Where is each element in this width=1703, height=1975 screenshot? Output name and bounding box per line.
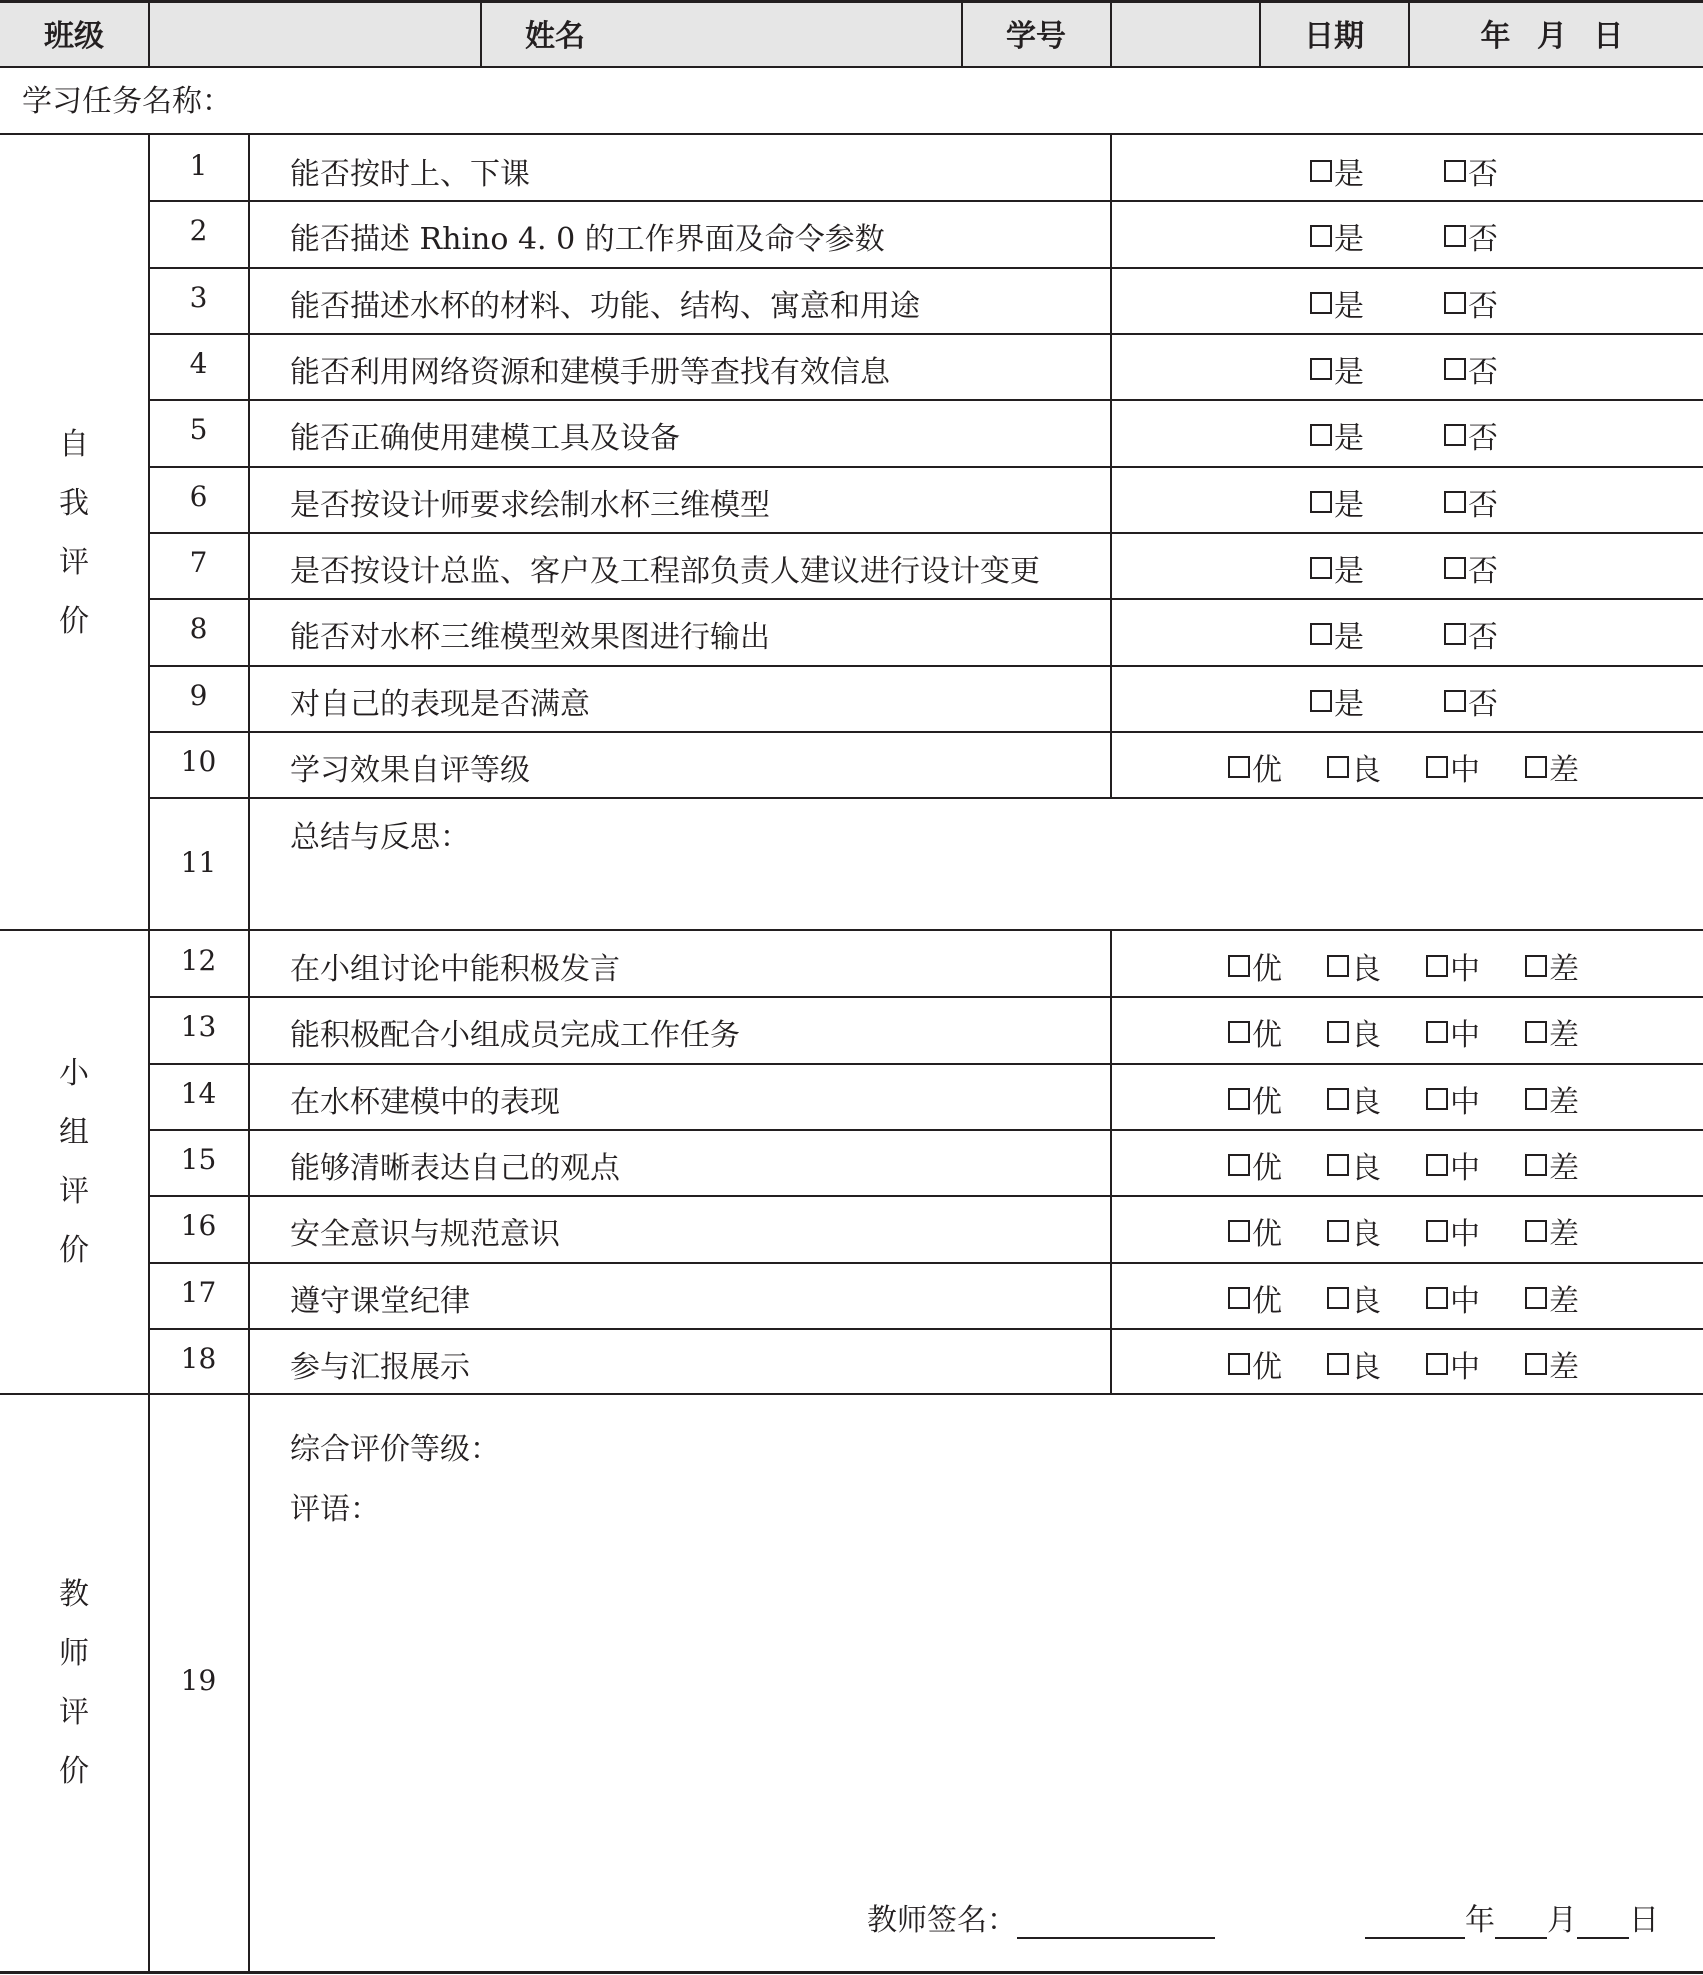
item-text: 能否利用网络资源和建模手册等查找有效信息 <box>290 355 890 390</box>
date-value: 年 月 日 <box>1480 19 1632 54</box>
grade-excellent-option[interactable] <box>1228 1276 1282 1320</box>
grade-good-option[interactable] <box>1327 944 1381 988</box>
checkbox-icon[interactable] <box>1426 1021 1448 1043</box>
grade-excellent-option[interactable] <box>1228 1010 1282 1054</box>
grade-medium-option-label: 中 <box>1450 753 1480 788</box>
row-number: 15 <box>180 1143 217 1176</box>
checkbox-icon[interactable] <box>1310 690 1332 712</box>
yes-option[interactable] <box>1310 347 1364 391</box>
checkbox-icon[interactable] <box>1444 424 1466 446</box>
row-number: 11 <box>180 846 217 879</box>
grade-good-option-label: 良 <box>1351 1085 1381 1120</box>
checkbox-icon[interactable] <box>1444 491 1466 513</box>
summary-label: 总结与反思： <box>290 820 470 855</box>
checkbox-icon[interactable] <box>1426 1088 1448 1110</box>
teacher-evaluation-label <box>0 1394 148 1972</box>
student-id-field[interactable] <box>1112 2 1258 65</box>
checkbox-icon[interactable] <box>1228 1154 1250 1176</box>
summary-input[interactable] <box>290 856 1680 922</box>
checkbox-icon[interactable] <box>1444 225 1466 247</box>
grade-medium-option[interactable] <box>1426 1342 1480 1386</box>
horizontal-rule <box>0 66 1703 68</box>
grade-good-option-label: 良 <box>1351 1151 1381 1186</box>
checkbox-icon[interactable] <box>1327 955 1349 977</box>
row-number: 7 <box>189 546 208 579</box>
group-eval-char: 价 <box>59 1233 89 1268</box>
checkbox-icon[interactable] <box>1310 358 1332 380</box>
no-option[interactable] <box>1444 281 1498 325</box>
vertical-rule <box>480 0 482 66</box>
grade-excellent-option[interactable] <box>1228 745 1282 789</box>
student-id-label: 学号 <box>1006 19 1066 54</box>
yes-option[interactable] <box>1310 214 1364 258</box>
row-number: 16 <box>180 1209 217 1242</box>
grade-good-option-label: 良 <box>1351 1018 1381 1053</box>
checkbox-icon[interactable] <box>1310 225 1332 247</box>
day-blank[interactable] <box>1577 1907 1629 1939</box>
row-number: 18 <box>180 1342 217 1375</box>
horizontal-rule <box>0 1393 1703 1395</box>
no-option[interactable] <box>1444 149 1498 193</box>
checkbox-icon[interactable] <box>1444 690 1466 712</box>
grade-medium-option-label: 中 <box>1450 1018 1480 1053</box>
grade-medium-option-label: 中 <box>1450 1217 1480 1252</box>
grade-good-option-label: 良 <box>1351 1284 1381 1319</box>
grade-poor-option[interactable] <box>1525 944 1579 988</box>
vertical-rule <box>248 133 250 1973</box>
checkbox-icon[interactable] <box>1525 1154 1547 1176</box>
grade-good-option[interactable] <box>1327 1209 1381 1253</box>
grade-excellent-option[interactable] <box>1228 944 1282 988</box>
checkbox-icon[interactable] <box>1327 1220 1349 1242</box>
grade-good-option[interactable] <box>1327 1010 1381 1054</box>
grade-excellent-option-label: 优 <box>1252 1085 1282 1120</box>
grade-excellent-option-label: 优 <box>1252 952 1282 987</box>
grade-medium-option-label: 中 <box>1450 952 1480 987</box>
checkbox-icon[interactable] <box>1426 756 1448 778</box>
task-name-label: 学习任务名称： <box>22 84 232 119</box>
grade-good-option[interactable] <box>1327 1342 1381 1386</box>
grade-excellent-option-label: 优 <box>1252 1350 1282 1385</box>
checkbox-icon[interactable] <box>1444 623 1466 645</box>
checkbox-icon[interactable] <box>1426 1220 1448 1242</box>
horizontal-rule <box>149 466 1703 468</box>
grade-poor-option-label: 差 <box>1549 753 1579 788</box>
class-field[interactable] <box>150 2 479 65</box>
item-text: 在水杯建模中的表现 <box>290 1085 560 1120</box>
grade-medium-option[interactable] <box>1426 745 1480 789</box>
grade-excellent-option-label: 优 <box>1252 1217 1282 1252</box>
grade-medium-option-label: 中 <box>1450 1350 1480 1385</box>
checkbox-icon[interactable] <box>1327 1088 1349 1110</box>
grade-medium-option[interactable] <box>1426 1010 1480 1054</box>
checkbox-icon[interactable] <box>1310 491 1332 513</box>
row-number: 3 <box>189 281 208 314</box>
grade-excellent-option-label: 优 <box>1252 1284 1282 1319</box>
row-number: 1 <box>189 149 208 182</box>
yes-option-label: 是 <box>1334 222 1364 257</box>
horizontal-rule <box>149 797 1703 799</box>
row-number: 14 <box>180 1077 217 1110</box>
checkbox-icon[interactable] <box>1228 1088 1250 1110</box>
checkbox-icon[interactable] <box>1525 1021 1547 1043</box>
signature-date <box>1365 1895 1659 1939</box>
vertical-rule <box>1259 0 1261 66</box>
row-number: 10 <box>180 745 217 778</box>
yes-option-label: 是 <box>1334 687 1364 722</box>
grade-poor-option-label: 差 <box>1549 1151 1579 1186</box>
row-number: 13 <box>180 1010 217 1043</box>
yes-option-label: 是 <box>1334 488 1364 523</box>
grade-medium-option[interactable] <box>1426 1209 1480 1253</box>
item-text: 能否对水杯三维模型效果图进行输出 <box>290 620 770 655</box>
item-text: 安全意识与规范意识 <box>290 1217 560 1252</box>
overall-grade-label: 综合评价等级： <box>290 1432 500 1467</box>
grade-medium-option[interactable] <box>1426 1143 1480 1187</box>
horizontal-rule <box>149 399 1703 401</box>
grade-good-option[interactable] <box>1327 1276 1381 1320</box>
checkbox-icon[interactable] <box>1310 557 1332 579</box>
checkbox-icon[interactable] <box>1525 1287 1547 1309</box>
yes-option[interactable] <box>1310 679 1364 723</box>
no-option-label: 否 <box>1468 488 1498 523</box>
row-number: 8 <box>189 612 208 645</box>
row-number: 2 <box>189 214 208 247</box>
row-number: 9 <box>189 679 208 712</box>
item-text: 能否描述 Rhino 4. 0 的工作界面及命令参数 <box>290 222 885 257</box>
teacher-eval-char: 价 <box>59 1754 89 1789</box>
horizontal-rule <box>149 996 1703 998</box>
vertical-rule <box>1110 929 1112 1393</box>
horizontal-rule <box>149 665 1703 667</box>
horizontal-rule <box>149 267 1703 269</box>
checkbox-icon[interactable] <box>1525 1353 1547 1375</box>
yes-option[interactable] <box>1310 480 1364 524</box>
item-text: 参与汇报展示 <box>290 1350 470 1385</box>
grade-excellent-option[interactable] <box>1228 1143 1282 1187</box>
no-option[interactable] <box>1444 612 1498 656</box>
no-option-label: 否 <box>1468 157 1498 192</box>
checkbox-icon[interactable] <box>1228 1220 1250 1242</box>
item-text: 对自己的表现是否满意 <box>290 687 590 722</box>
grade-poor-option-label: 差 <box>1549 1350 1579 1385</box>
grade-poor-option-label: 差 <box>1549 1284 1579 1319</box>
yes-option-label: 是 <box>1334 554 1364 589</box>
horizontal-rule <box>0 133 1703 135</box>
checkbox-icon[interactable] <box>1228 756 1250 778</box>
grade-good-option-label: 良 <box>1351 1350 1381 1385</box>
yes-option[interactable] <box>1310 612 1364 656</box>
grade-poor-option[interactable] <box>1525 1010 1579 1054</box>
comment-input[interactable] <box>290 1530 1680 1880</box>
checkbox-icon[interactable] <box>1444 358 1466 380</box>
checkbox-icon[interactable] <box>1426 955 1448 977</box>
grade-good-option[interactable] <box>1327 1077 1381 1121</box>
item-text: 在小组讨论中能积极发言 <box>290 952 620 987</box>
grade-poor-option[interactable] <box>1525 1342 1579 1386</box>
grade-medium-option[interactable] <box>1426 944 1480 988</box>
row-number: 4 <box>189 347 208 380</box>
yes-option[interactable] <box>1310 149 1364 193</box>
checkbox-icon[interactable] <box>1310 424 1332 446</box>
grade-excellent-option[interactable] <box>1228 1342 1282 1386</box>
yes-option-label: 是 <box>1334 289 1364 324</box>
checkbox-icon[interactable] <box>1327 756 1349 778</box>
checkbox-icon[interactable] <box>1525 1088 1547 1110</box>
grade-excellent-option[interactable] <box>1228 1209 1282 1253</box>
item-text: 能否正确使用建模工具及设备 <box>290 421 680 456</box>
vertical-rule <box>148 133 150 1973</box>
group-eval-char: 评 <box>59 1174 89 1209</box>
vertical-rule <box>961 0 963 66</box>
checkbox-icon[interactable] <box>1327 1154 1349 1176</box>
grade-medium-option[interactable] <box>1426 1276 1480 1320</box>
year-label: 年 <box>1465 1903 1495 1938</box>
grade-good-option-label: 良 <box>1351 1217 1381 1252</box>
grade-poor-option-label: 差 <box>1549 1217 1579 1252</box>
grade-poor-option[interactable] <box>1525 745 1579 789</box>
checkbox-icon[interactable] <box>1525 756 1547 778</box>
no-option[interactable] <box>1444 347 1498 391</box>
row-number: 19 <box>180 1664 217 1697</box>
no-option[interactable] <box>1444 413 1498 457</box>
date-label: 日期 <box>1304 19 1364 54</box>
checkbox-icon[interactable] <box>1426 1287 1448 1309</box>
row-number: 5 <box>189 413 208 446</box>
yes-option-label: 是 <box>1334 620 1364 655</box>
grade-medium-option-label: 中 <box>1450 1085 1480 1120</box>
vertical-rule <box>1110 0 1112 66</box>
checkbox-icon[interactable] <box>1327 1353 1349 1375</box>
horizontal-rule <box>149 1328 1703 1330</box>
no-option[interactable] <box>1444 679 1498 723</box>
no-option-label: 否 <box>1468 554 1498 589</box>
vertical-rule <box>1110 133 1112 797</box>
self-eval-char: 价 <box>59 603 89 639</box>
item-text: 能否按时上、下课 <box>290 157 530 192</box>
vertical-rule <box>1408 0 1410 66</box>
checkbox-icon[interactable] <box>1228 955 1250 977</box>
yes-option-label: 是 <box>1334 157 1364 192</box>
horizontal-rule <box>149 1063 1703 1065</box>
day-label: 日 <box>1629 1903 1659 1938</box>
grade-poor-option-label: 差 <box>1549 952 1579 987</box>
checkbox-icon[interactable] <box>1426 1154 1448 1176</box>
checkbox-icon[interactable] <box>1228 1287 1250 1309</box>
checkbox-icon[interactable] <box>1444 557 1466 579</box>
horizontal-rule <box>149 598 1703 600</box>
year-blank[interactable] <box>1365 1907 1465 1939</box>
grade-poor-option[interactable] <box>1525 1276 1579 1320</box>
vertical-rule <box>148 0 150 66</box>
horizontal-rule <box>149 532 1703 534</box>
no-option-label: 否 <box>1468 421 1498 456</box>
name-label: 姓名 <box>525 19 585 54</box>
row-number: 17 <box>180 1276 217 1309</box>
signature-label: 教师签名： <box>867 1903 1017 1938</box>
grade-excellent-option-label: 优 <box>1252 1018 1282 1053</box>
no-option-label: 否 <box>1468 222 1498 257</box>
signature-line[interactable] <box>1017 1907 1215 1939</box>
teacher-eval-char: 师 <box>59 1636 89 1671</box>
checkbox-icon[interactable] <box>1310 623 1332 645</box>
item-text: 是否按设计总监、客户及工程部负责人建议进行设计变更 <box>290 554 1040 589</box>
yes-option[interactable] <box>1310 546 1364 590</box>
self-evaluation-label <box>0 135 148 930</box>
yes-option-label: 是 <box>1334 421 1364 456</box>
month-blank[interactable] <box>1495 1907 1547 1939</box>
grade-poor-option[interactable] <box>1525 1143 1579 1187</box>
item-text: 遵守课堂纪律 <box>290 1284 470 1319</box>
comment-label: 评语： <box>290 1492 380 1527</box>
no-option-label: 否 <box>1468 355 1498 390</box>
checkbox-icon[interactable] <box>1327 1021 1349 1043</box>
checkbox-icon[interactable] <box>1444 160 1466 182</box>
item-text: 是否按设计师要求绘制水杯三维模型 <box>290 488 770 523</box>
checkbox-icon[interactable] <box>1228 1353 1250 1375</box>
grade-medium-option[interactable] <box>1426 1077 1480 1121</box>
no-option-label: 否 <box>1468 620 1498 655</box>
horizontal-rule <box>149 1195 1703 1197</box>
horizontal-rule <box>149 1129 1703 1131</box>
horizontal-rule <box>149 731 1703 733</box>
grade-poor-option-label: 差 <box>1549 1085 1579 1120</box>
yes-option-label: 是 <box>1334 355 1364 390</box>
horizontal-rule <box>0 929 1703 931</box>
name-field[interactable] <box>631 2 960 65</box>
teacher-signature <box>867 1895 1215 1939</box>
grade-excellent-option-label: 优 <box>1252 753 1282 788</box>
self-eval-char: 评 <box>59 544 89 580</box>
item-text: 能积极配合小组成员完成工作任务 <box>290 1018 740 1053</box>
grade-good-option[interactable] <box>1327 1143 1381 1187</box>
checkbox-icon[interactable] <box>1525 955 1547 977</box>
item-text: 学习效果自评等级 <box>290 753 530 788</box>
group-evaluation-label <box>0 930 148 1394</box>
month-label: 月 <box>1547 1903 1577 1938</box>
grade-good-option[interactable] <box>1327 745 1381 789</box>
self-eval-char: 我 <box>59 485 89 521</box>
grade-medium-option-label: 中 <box>1450 1151 1480 1186</box>
horizontal-rule <box>0 0 1703 3</box>
horizontal-rule <box>0 1971 1703 1974</box>
teacher-eval-char: 评 <box>59 1695 89 1730</box>
no-option-label: 否 <box>1468 687 1498 722</box>
no-option-label: 否 <box>1468 289 1498 324</box>
no-option[interactable] <box>1444 480 1498 524</box>
no-option[interactable] <box>1444 214 1498 258</box>
group-eval-char: 组 <box>59 1115 89 1150</box>
no-option[interactable] <box>1444 546 1498 590</box>
item-text: 能够清晰表达自己的观点 <box>290 1151 620 1186</box>
checkbox-icon[interactable] <box>1310 160 1332 182</box>
horizontal-rule <box>149 1262 1703 1264</box>
group-eval-char: 小 <box>59 1056 89 1091</box>
yes-option[interactable] <box>1310 413 1364 457</box>
grade-medium-option-label: 中 <box>1450 1284 1480 1319</box>
grade-good-option-label: 良 <box>1351 952 1381 987</box>
grade-excellent-option-label: 优 <box>1252 1151 1282 1186</box>
checkbox-icon[interactable] <box>1444 292 1466 314</box>
checkbox-icon[interactable] <box>1310 292 1332 314</box>
horizontal-rule <box>149 333 1703 335</box>
item-text: 能否描述水杯的材料、功能、结构、寓意和用途 <box>290 289 920 324</box>
row-number: 6 <box>189 480 208 513</box>
checkbox-icon[interactable] <box>1525 1220 1547 1242</box>
grade-poor-option[interactable] <box>1525 1209 1579 1253</box>
row-number: 12 <box>180 944 217 977</box>
class-label: 班级 <box>44 19 104 54</box>
teacher-eval-char: 教 <box>59 1577 89 1612</box>
grade-poor-option-label: 差 <box>1549 1018 1579 1053</box>
checkbox-icon[interactable] <box>1228 1021 1250 1043</box>
checkbox-icon[interactable] <box>1426 1353 1448 1375</box>
checkbox-icon[interactable] <box>1327 1287 1349 1309</box>
grade-good-option-label: 良 <box>1351 753 1381 788</box>
grade-excellent-option[interactable] <box>1228 1077 1282 1121</box>
grade-poor-option[interactable] <box>1525 1077 1579 1121</box>
yes-option[interactable] <box>1310 281 1364 325</box>
horizontal-rule <box>149 200 1703 202</box>
self-eval-char: 自 <box>59 426 89 462</box>
